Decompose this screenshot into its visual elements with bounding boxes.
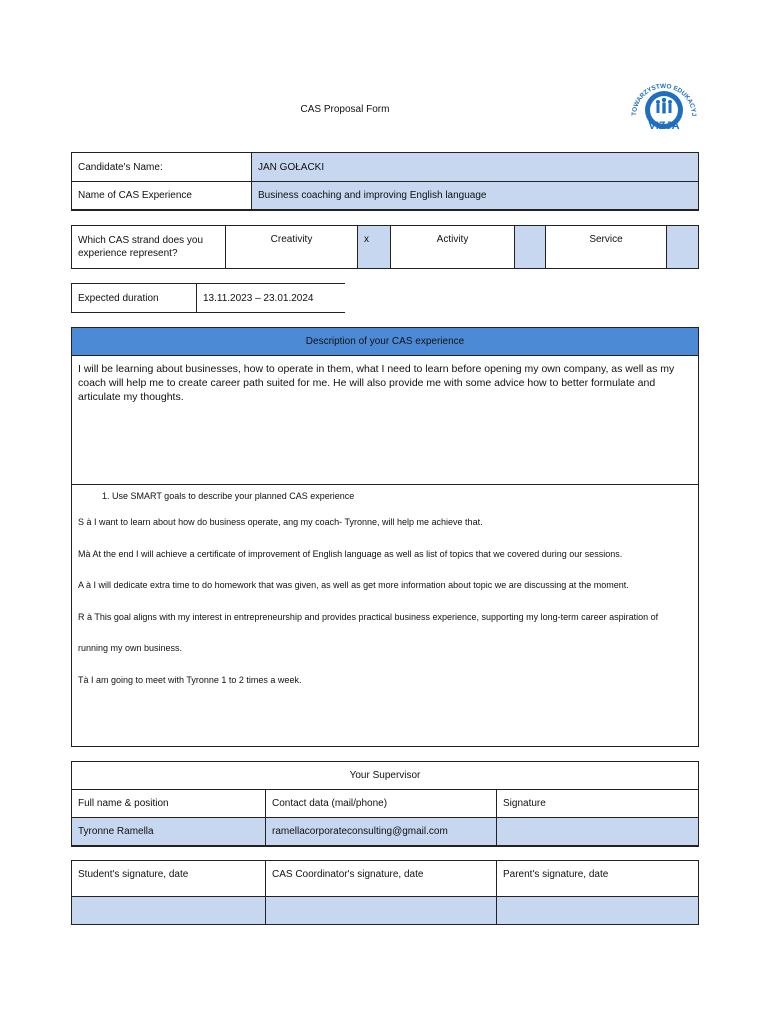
form-title: CAS Proposal Form (300, 104, 390, 115)
strand-question: Which CAS strand does you experience represent? (72, 226, 226, 269)
smart-s: S à I want to learn about how do business operate, ang my coach- Tyronne, will help me achieve that. (78, 517, 483, 527)
strand-creativity-checkbox[interactable]: x (358, 226, 391, 269)
cas-experience-label: Name of CAS Experience (72, 182, 252, 210)
logo-arc-text: TOWARZYSTWO EDUKACYJ (630, 82, 698, 117)
description-text[interactable]: I will be learning about businesses, how to operate in them, what I need to learn before opening my own company, as well as my coach will help me to create career path suited for me. He will also provide me with some advice how to better formulate and articulate my thoughts. (72, 356, 699, 485)
supervisor-table (71, 761, 699, 847)
duration-table (71, 283, 345, 313)
student-signature-label: Student's signature, date (72, 861, 266, 897)
smart-r: R à This goal aligns with my interest in entrepreneurship and provides practical business experience, supporting my long-term career aspiration of (78, 611, 659, 622)
supervisor-col-name: Full name & position (72, 790, 266, 818)
coordinator-signature-label: CAS Coordinator's signature, date (266, 861, 497, 897)
cas-experience-value[interactable]: Business coaching and improving English language (252, 182, 699, 210)
duration-value[interactable]: 13.11.2023 – 23.01.2024 (197, 284, 345, 313)
supervisor-col-contact: Contact data (mail/phone) (266, 790, 497, 818)
logo-text: VIZJA (648, 120, 680, 132)
candidate-name-value[interactable]: JAN GOŁACKI (252, 153, 699, 182)
smart-r-continued: running my own business. (78, 643, 183, 653)
supervisor-col-signature: Signature (497, 790, 699, 818)
supervisor-signature[interactable] (497, 818, 699, 846)
strand-service-label: Service (546, 226, 667, 269)
supervisor-contact[interactable]: ramellacorporateconsulting@gmail.com (266, 818, 497, 846)
candidate-table (71, 152, 699, 211)
supervisor-header: Your Supervisor (72, 762, 699, 790)
strand-activity-label: Activity (391, 226, 515, 269)
student-signature-field[interactable] (72, 897, 266, 925)
strand-creativity-label: Creativity (226, 226, 358, 269)
strand-table (71, 225, 699, 269)
supervisor-name[interactable]: Tyronne Ramella (72, 818, 266, 846)
duration-label: Expected duration (72, 284, 197, 313)
strand-activity-checkbox[interactable] (515, 226, 546, 269)
smart-heading: 1. Use SMART goals to describe your planned CAS experience (102, 491, 355, 501)
vizja-logo-icon (628, 76, 700, 136)
smart-a: A à I will dedicate extra time to do homework that was given, as well as get more information about topic we are discussing at the moment. (78, 580, 629, 590)
description-header: Description of your CAS experience (72, 328, 699, 356)
smart-goals[interactable] (72, 485, 699, 747)
smart-m: Mà At the end I will achieve a certificate of improvement of English language as well as list of topics that we covered during our sessions. (78, 548, 623, 559)
parent-signature-field[interactable] (497, 897, 699, 925)
smart-t: Tà I am going to meet with Tyronne 1 to 2 times a week. (78, 674, 302, 685)
strand-service-checkbox[interactable] (667, 226, 699, 269)
signatures-table (71, 860, 699, 925)
description-table (71, 327, 699, 747)
candidate-name-label: Candidate's Name: (72, 153, 252, 182)
coordinator-signature-field[interactable] (266, 897, 497, 925)
parent-signature-label: Parent's signature, date (497, 861, 699, 897)
